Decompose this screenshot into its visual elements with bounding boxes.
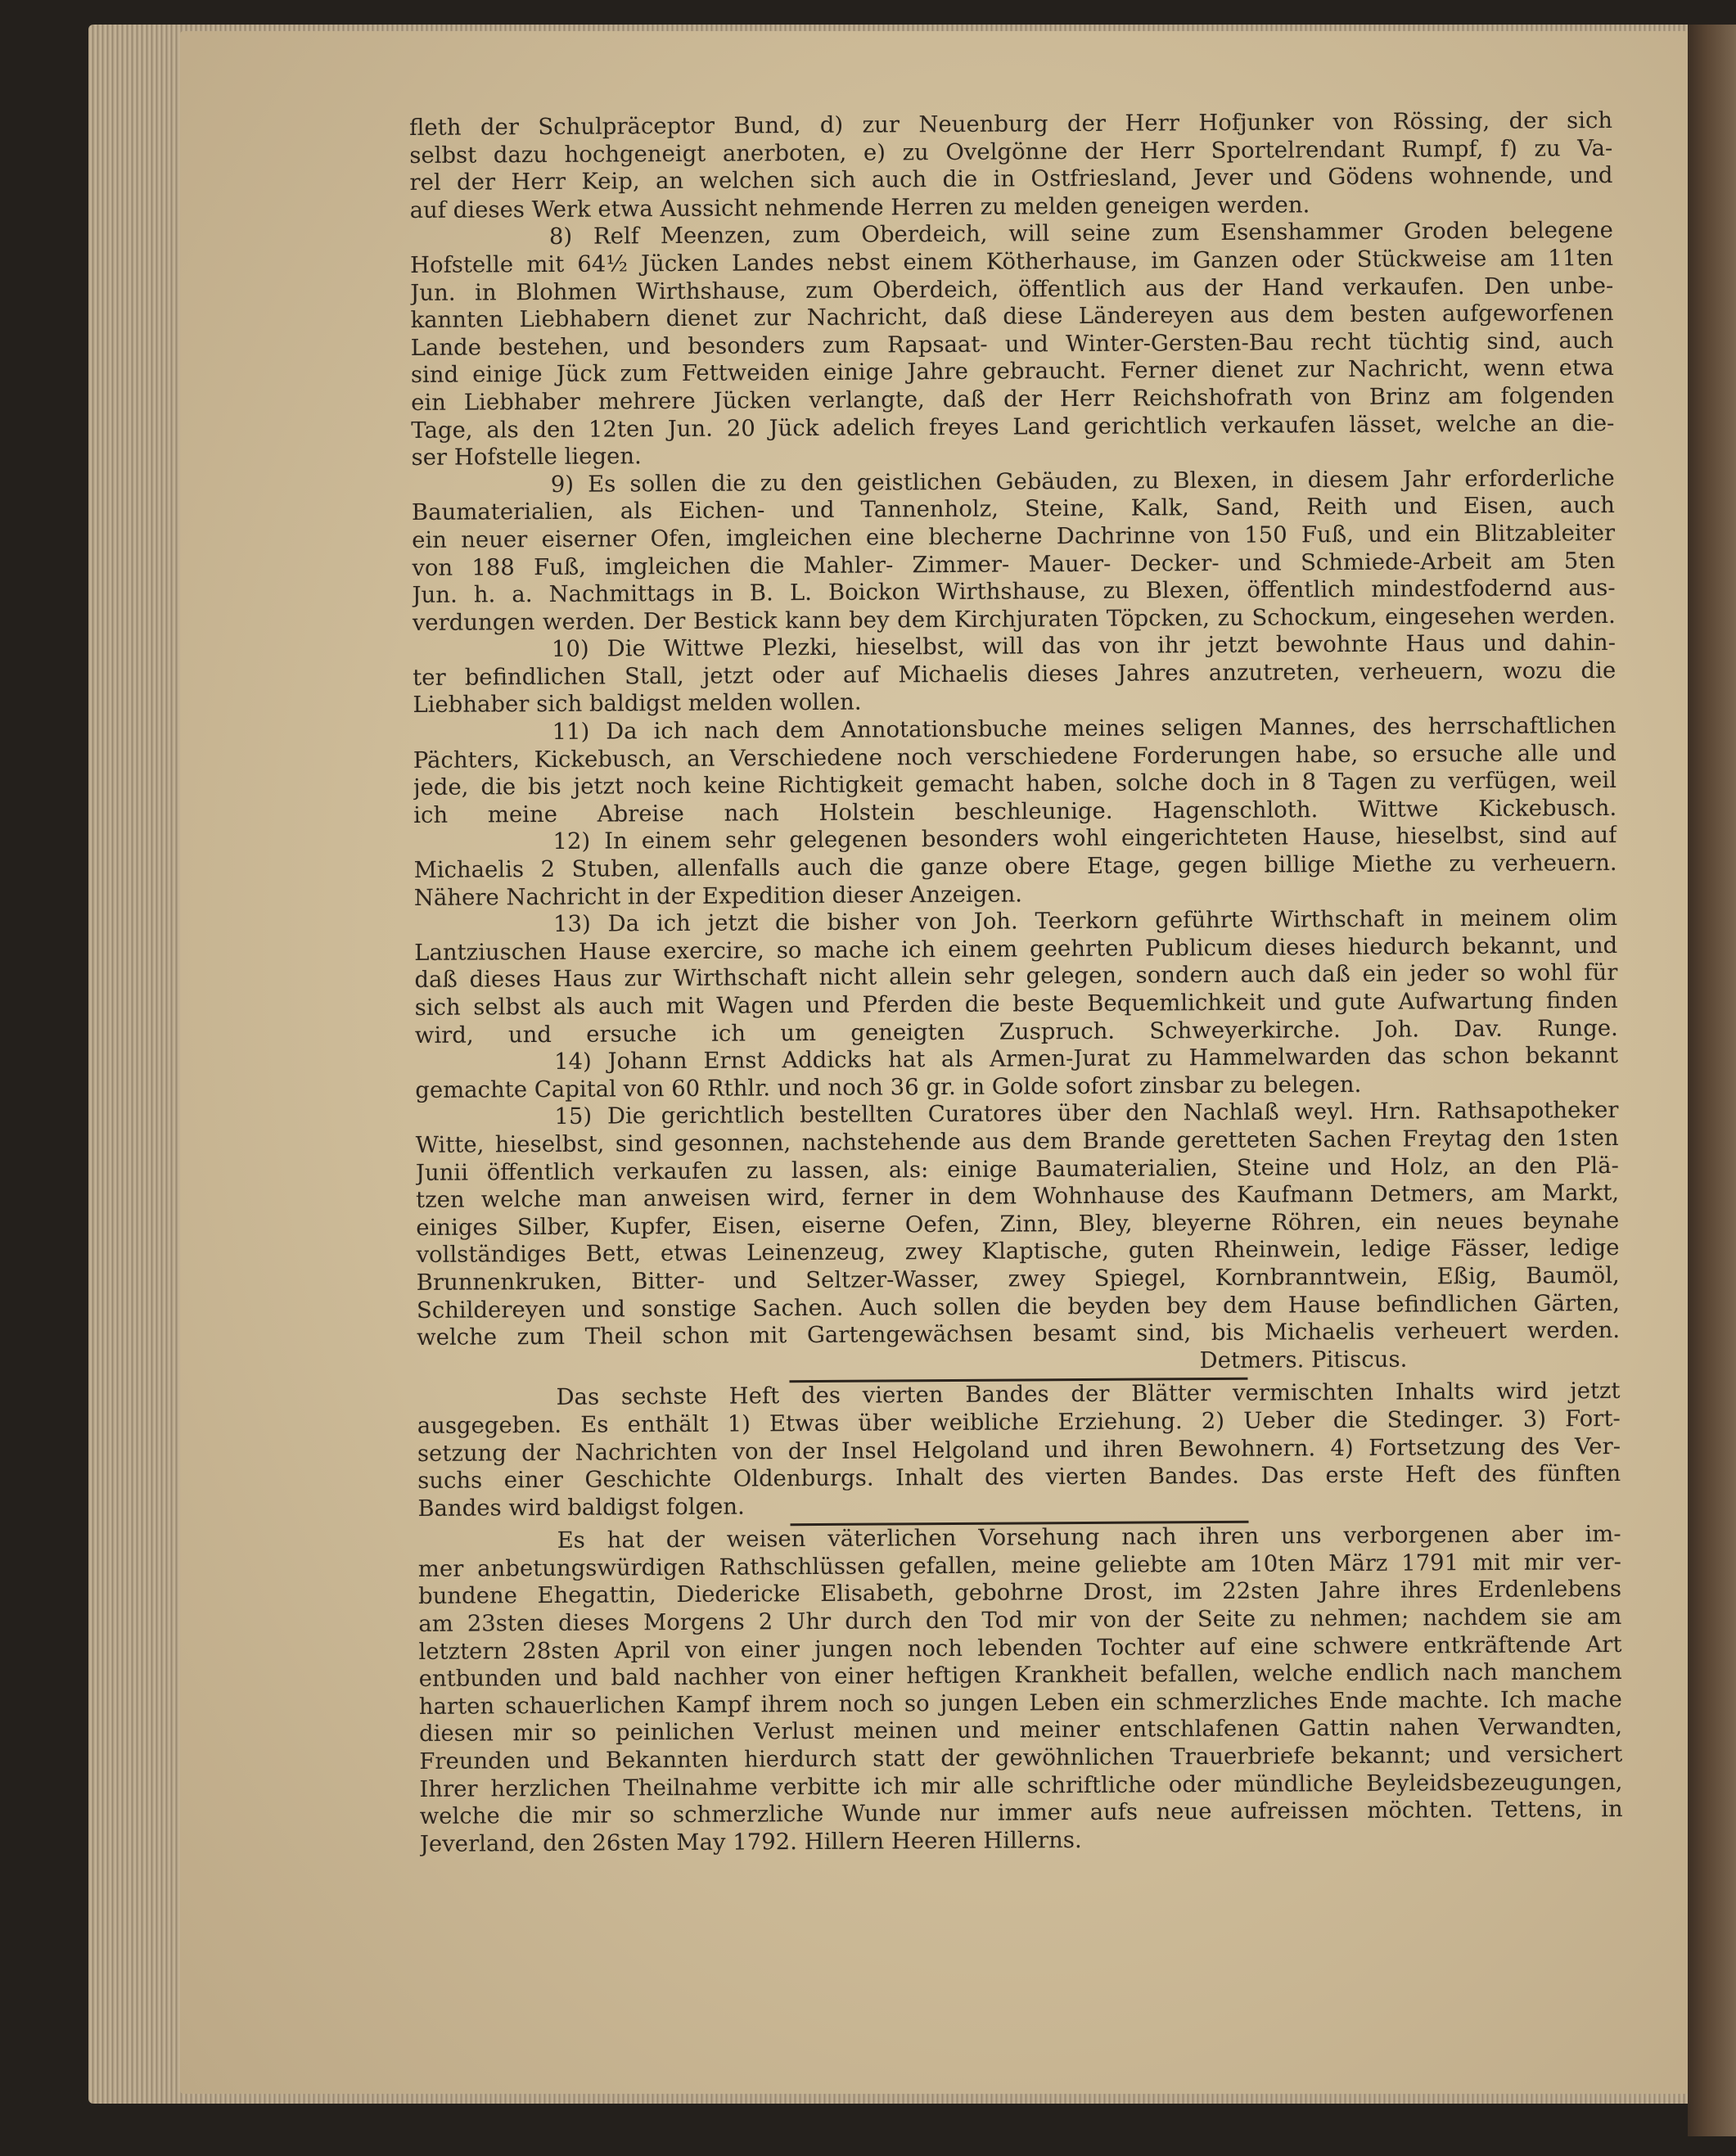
notice-item-10 xyxy=(413,629,1617,719)
text-line: bundene Ehegattin, Diedericke Elisabeth, gebohrne Drost, im 22sten Jahre ihres Erdenlebens xyxy=(417,1576,1622,1610)
text-line: vollständiges Bett, etwas Leinenzeug, zwey Klaptische, guten Rheinwein, ledige Fässer, ledige xyxy=(416,1234,1620,1269)
notice-item-14 xyxy=(415,1042,1618,1104)
text-line: ausgegeben. Es enthält 1) Etwas über weibliche Erziehung. 2) Ueber die Stedinger. 3) Fort- xyxy=(417,1405,1621,1439)
text-line: Witte, hieselbst, sind gesonnen, nachstehende aus dem Brande geretteten Sachen Freytag den 1sten xyxy=(415,1124,1619,1158)
text-line: am 23sten dieses Morgens 2 Uhr durch den Tod mir von der Seite zu nehmen; nachdem sie am xyxy=(418,1603,1622,1638)
text-line: Schildereyen und sonstige Sachen. Auch sollen die beyden bey dem Hause befindlichen Gärten, xyxy=(416,1289,1620,1324)
text-line: Hofstelle mit 64½ Jücken Landes nebst einem Kötherhause, im Ganzen oder Stückweise am 11ten xyxy=(410,244,1614,278)
text-line: welche die mir so schmerzliche Wunde nur immer aufs neue aufreissen möchten. Tettens, in xyxy=(419,1796,1623,1830)
text-line: Lantziuschen Hause exercire, so mache ich einem geehrten Publicum dieses hiedurch bekannt, und xyxy=(414,931,1618,966)
text-line: suchs einer Geschichte Oldenburgs. Inhalt des vierten Bandes. Das erste Heft des fünften xyxy=(417,1460,1621,1495)
text-line: Bandes wird baldigst folgen. xyxy=(417,1493,745,1522)
text-line: sind einige Jück zum Fettweiden einige Jahre gebraucht. Ferner dienet zur Nachricht, wenn etwa xyxy=(410,354,1615,389)
section-continuation xyxy=(409,107,1613,224)
text-line: Ihrer herzlichen Theilnahme verbitte ich mir alle schriftliche oder mündliche Beyleidsbezeugungen, xyxy=(419,1768,1623,1802)
text-line: entbunden und bald nachher von einer heftigen Krankheit befallen, welche endlich nach manchem xyxy=(418,1658,1622,1693)
text-line: tzen welche man anweisen wird, ferner in dem Wohnhause des Kaufmann Detmers, am Markt, xyxy=(416,1179,1620,1214)
text-line: mer anbetungswürdigen Rathschlüssen gefallen, meine geliebte am 10ten März 1791 mit mir ver- xyxy=(417,1548,1621,1582)
text-line: fleth der Schulpräceptor Bund, d) zur Neuenburg der Herr Hofjunker von Rössing, der sich xyxy=(409,107,1613,141)
text-line: verdungen werden. Der Bestick kann bey dem Kirchjuraten Töpcken, zu Schockum, eingesehen werden. xyxy=(412,602,1616,636)
text-line: Brunnenkruken, Bitter- und Seltzer-Wasser, zwey Spiegel, Kornbranntwein, Eßig, Baumöl, xyxy=(416,1261,1620,1296)
text-line: daß dieses Haus zur Wirthschaft nicht allein sehr gelegen, sondern auch daß ein jeder so wohl für xyxy=(414,959,1618,994)
text-line: 8) Relf Meenzen, zum Oberdeich, will seine zum Esenshammer Groden belegene xyxy=(548,217,1613,250)
book-gutter xyxy=(1688,25,1736,2136)
notice-blaetter xyxy=(417,1378,1621,1522)
text-line: harten schauerlichen Kampf ihrem noch so jungen Leben ein schmerzliches Ende machte. Ich mache xyxy=(418,1685,1622,1720)
text-line: jede, die bis jetzt noch keine Richtigkeit gemacht haben, solche doch in 8 Tagen zu verfügen, weil xyxy=(413,767,1617,801)
text-line: kannten Liebhabern dienet zur Nachricht, daß diese Ländereyen aus dem besten aufgeworfenen xyxy=(410,300,1614,334)
text-line: Freunden und Bekannten hierdurch statt der gewöhnlichen Trauerbriefe bekannt; und versichert xyxy=(419,1741,1623,1775)
text-line: gemachte Capital von 60 Rthlr. und noch 36 gr. in Golde sofort zinsbar zu belegen. xyxy=(415,1071,1362,1103)
notice-item-12 xyxy=(413,822,1617,912)
text-line: letztern 28sten April von einer jungen noch lebenden Tochter auf eine schwere entkräftende Art xyxy=(418,1631,1622,1665)
text-line: setzung der Nachrichten von der Insel Helgoland und ihren Bewohnern. 4) Fortsetzung des Ver- xyxy=(417,1432,1621,1467)
notice-item-9 xyxy=(412,465,1616,638)
text-line: Jeverland, den 26sten May 1792. Hillern Heeren Hillerns. xyxy=(419,1826,1082,1857)
text-line: welche zum Theil schon mit Gartengewächsen besamt sind, bis Michaelis verheuert werden. xyxy=(417,1317,1621,1351)
text-line: 9) Es sollen die zu den geistlichen Gebäuden, zu Blexen, in diesem Jahr erforderliche xyxy=(550,464,1615,498)
text-line: Michaelis 2 Stuben, allenfalls auch die ganze obere Etage, gegen billige Miethe zu verheuern. xyxy=(413,850,1617,884)
text-line: Jun. in Blohmen Wirthshause, zum Oberdeich, öffentlich aus der Hand verkaufen. Den unbe- xyxy=(410,272,1614,306)
text-line: einiges Silber, Kupfer, Eisen, eiserne Oefen, Zinn, Bley, bleyerne Röhren, ein neues beynahe xyxy=(416,1207,1620,1241)
text-line: Es hat der weisen väterlichen Vorsehung nach ihren uns verborgenen aber im- xyxy=(557,1521,1621,1554)
notice-death xyxy=(418,1521,1623,1858)
text-line: ein neuer eiserner Ofen, imgleichen eine blecherne Dachrinne von 150 Fuß, und ein Blitzableiter xyxy=(412,519,1616,553)
text-line: Lande bestehen, und besonders zum Rapsaat- und Winter-Gersten-Bau recht tüchtig sind, auch xyxy=(410,327,1614,361)
notice-item-13 xyxy=(414,904,1618,1049)
text-line: wird, und ersuche ich um geneigten Zuspruch. Schweyerkirche. Joh. Dav. Runge. xyxy=(414,1014,1618,1049)
text-line: auf dieses Werk etwa Aussicht nehmende Herren zu melden geneigen werden. xyxy=(409,192,1310,223)
text-line: diesen mir so peinlichen Verlust meinen und meiner entschlafenen Gattin nahen Verwandten, xyxy=(418,1713,1623,1748)
text-line: ein Liebhaber mehrere Jücken verlangte, daß der Herr Reichshofrath von Brinz am folgenden xyxy=(411,381,1615,416)
text-line: 10) Die Wittwe Plezki, hieselbst, will das von ihr jetzt bewohnte Haus und dahin- xyxy=(551,629,1617,663)
text-line: Junii öffentlich verkaufen zu lassen, als: einige Baumaterialien, Steine und Holz, an den Plä- xyxy=(415,1152,1619,1186)
text-line: selbst dazu hochgeneigt anerboten, e) zu Ovelgönne der Herr Sportelrendant Rumpf, f) zu Va- xyxy=(409,134,1613,169)
text-line: Nähere Nachricht in der Expedition dieser Anzeigen. xyxy=(413,881,1023,911)
text-line: sich selbst als auch mit Wagen und Pferden die beste Bequemlichkeit und gute Aufwartung finden xyxy=(414,987,1618,1021)
signature-line: Detmers. Pitiscus. xyxy=(1199,1346,1408,1373)
text-line: von 188 Fuß, imgleichen die Mahler- Zimmer- Mauer- Decker- und Schmiede-Arbeit am 5ten xyxy=(412,547,1616,581)
notice-item-11 xyxy=(413,712,1617,829)
text-line: ter befindlichen Stall, jetzt oder auf Michaelis dieses Jahres anzutreten, verheuern, wozu die xyxy=(413,656,1617,691)
text-line: Baumaterialien, als Eichen- und Tannenholz, Steine, Kalk, Sand, Reith und Eisen, auch xyxy=(411,492,1616,526)
text-line: Jun. h. a. Nachmittags in B. L. Boickon Wirthshause, zu Blexen, öffentlich mindestfodernd aus- xyxy=(412,575,1616,609)
notice-item-15 xyxy=(415,1097,1620,1379)
text-line: Das sechste Heft des vierten Bandes der Blätter vermischten Inhalts wird jetzt xyxy=(556,1378,1621,1411)
text-line: 13) Da ich jetzt die bisher von Joh. Teerkorn geführte Wirthschaft in meinem olim xyxy=(552,904,1618,938)
text-line: 12) In einem sehr gelegenen besonders wohl eingerichteten Hause, hieselbst, sind auf xyxy=(552,822,1617,855)
page-text xyxy=(409,107,1623,1858)
text-line: Tage, als den 12ten Jun. 20 Jück adelich freyes Land gerichtlich verkaufen lässet, welche an die- xyxy=(411,409,1615,444)
text-line: 11) Da ich nach dem Annotationsbuche meines seligen Mannes, des herrschaftlichen xyxy=(552,712,1617,746)
notice-item-8 xyxy=(410,217,1615,471)
text-line: Pächters, Kickebusch, an Verschiedene noch verschiedene Forderungen habe, so ersuche alle und xyxy=(413,739,1617,774)
text-line: ser Hofstelle liegen. xyxy=(411,443,642,471)
text-line: Liebhaber sich baldigst melden wollen. xyxy=(413,689,862,719)
text-line: 15) Die gerichtlich bestellten Curatores über den Nachlaß weyl. Hrn. Rathsapotheker xyxy=(554,1097,1619,1130)
text-line: ich meine Abreise nach Holstein beschleunige. Hagenschloth. Wittwe Kickebusch. xyxy=(413,794,1617,828)
text-line: rel der Herr Keip, an welchen sich auch die in Ostfriesland, Jever und Gödens wohnende, und xyxy=(409,162,1613,196)
text-line: 14) Johann Ernst Addicks hat als Armen-Jurat zu Hammelwarden das schon bekannt xyxy=(553,1042,1619,1076)
